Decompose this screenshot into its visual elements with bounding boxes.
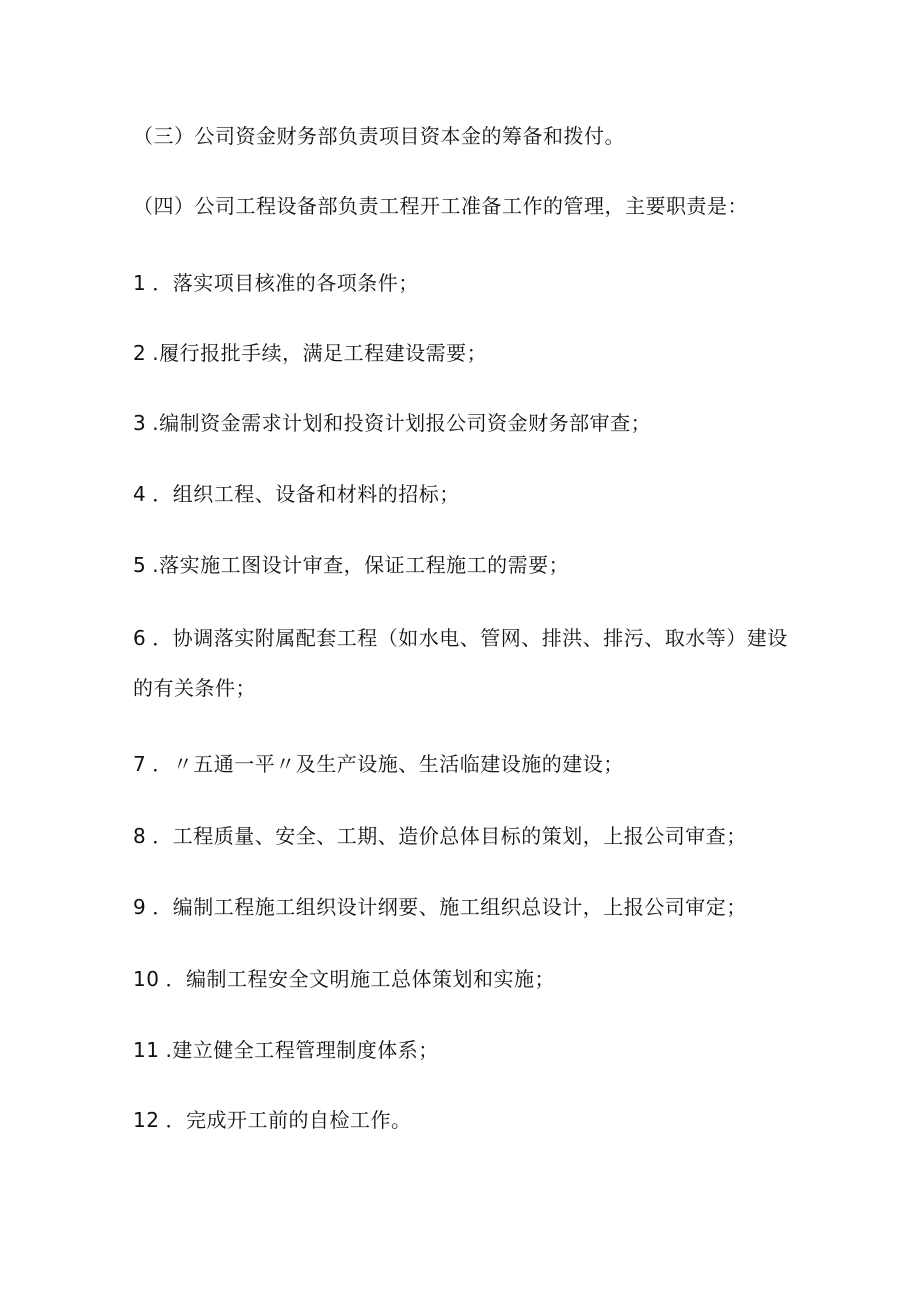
item-text: .建立健全工程管理制度体系； [165,1038,439,1062]
section-four: （四）公司工程设备部负责工程开工准备工作的管理，主要职责是： [133,194,748,218]
item-number: 6 [133,626,147,650]
list-item [133,1036,793,1064]
item-text: ．完成开工前的自检工作。 [165,1108,412,1132]
item-number: 5 [133,553,147,577]
item-number: 2 [133,341,147,365]
list-item [133,624,793,652]
item-text: ．组织工程、设备和材料的招标； [152,482,460,506]
item-text: ．〃五通一平〃及生产设施、生活临建设施的建设； [152,752,624,776]
list-item [133,409,793,437]
list-item [133,269,793,297]
item-number: 3 [133,411,147,435]
item-number: 12 [133,1108,160,1132]
section-three: （三）公司资金财务部负责项目资本金的筹备和拨付。 [133,124,625,148]
item-number: 9 [133,895,147,919]
item-number: 8 [133,824,147,848]
item-text: ．编制工程安全文明施工总体策划和实施； [165,967,555,991]
list-item [133,965,793,993]
item-text: .履行报批手续，满足工程建设需要； [152,341,488,365]
item-text: ．落实项目核准的各项条件； [152,271,419,295]
item-text: .落实施工图设计审查，保证工程施工的需要； [152,553,570,577]
item-text: .编制资金需求计划和投资计划报公司资金财务部审查； [152,411,652,435]
list-item [133,480,793,508]
item-text: ．编制工程施工组织设计纲要、施工组织总设计，上报公司审定； [152,895,747,919]
item-number: 4 [133,482,147,506]
item-text: ．工程质量、安全、工期、造价总体目标的策划，上报公司审查； [152,824,747,848]
list-item [133,750,793,778]
item-number: 11 [133,1038,160,1062]
list-item [133,1106,793,1134]
item-number: 1 [133,271,147,295]
list-item [133,339,793,367]
item-text: ．协调落实附属配套工程（如水电、管网、排洪、排污、取水等）建设 [152,626,788,650]
list-item [133,893,793,921]
item-number: 7 [133,752,147,776]
item-number: 10 [133,967,160,991]
list-item [133,822,793,850]
list-item [133,551,793,579]
list-item-continuation: 的有关条件； [133,676,256,700]
